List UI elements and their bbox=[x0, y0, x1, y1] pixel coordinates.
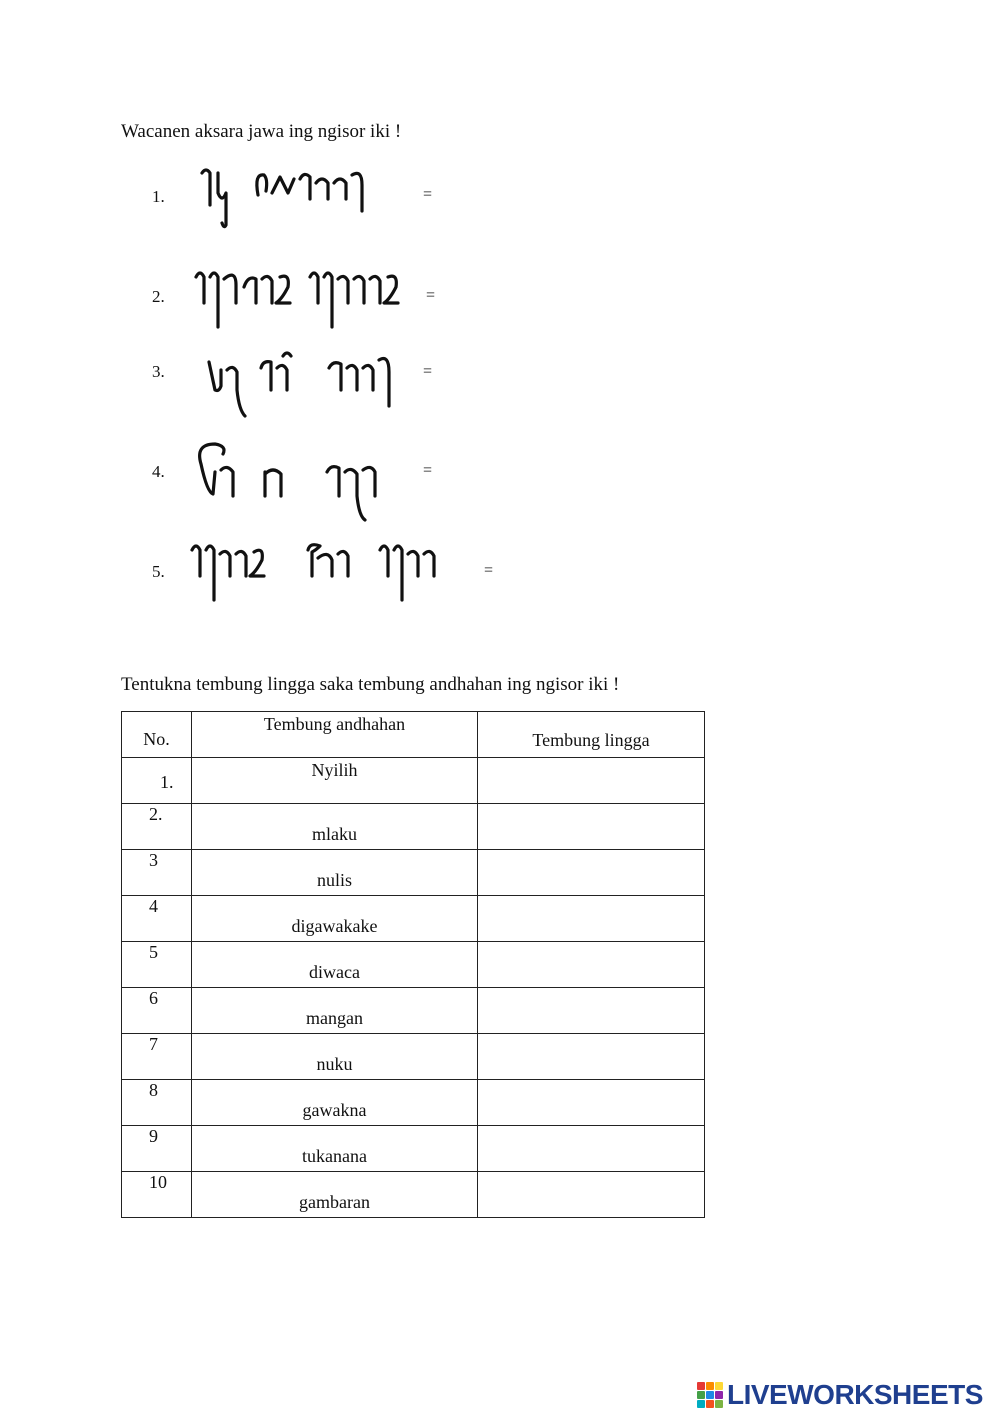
logo-grid-icon bbox=[697, 1382, 723, 1408]
row-lingga-answer[interactable] bbox=[478, 988, 705, 1034]
row-andhahan: Nyilih bbox=[192, 758, 478, 804]
table-row bbox=[122, 896, 705, 942]
row-andhahan: gawakna bbox=[192, 1080, 478, 1126]
row-lingga-answer[interactable] bbox=[478, 942, 705, 988]
row-andhahan: gambaran bbox=[192, 1172, 478, 1218]
item-number: 4. bbox=[152, 462, 165, 481]
row-andhahan: mlaku bbox=[192, 804, 478, 850]
table-row bbox=[122, 942, 705, 988]
row-lingga-answer[interactable] bbox=[478, 1126, 705, 1172]
instruction-find-root-word: Tentukna tembung lingga saka tembung andhahan ing ngisor iki ! bbox=[121, 674, 620, 695]
row-andhahan: digawakake bbox=[192, 896, 478, 942]
table-header-row bbox=[122, 712, 705, 758]
liveworksheets-logo[interactable] bbox=[697, 1380, 983, 1410]
table-row bbox=[122, 988, 705, 1034]
row-lingga-answer[interactable] bbox=[478, 1172, 705, 1218]
table-row bbox=[122, 1034, 705, 1080]
javanese-script-image bbox=[193, 440, 393, 524]
answer-equals: = bbox=[426, 287, 436, 304]
header-lingga: Tembung lingga bbox=[478, 712, 705, 758]
answer-equals: = bbox=[423, 363, 433, 380]
header-andhahan: Tembung andhahan bbox=[192, 712, 478, 758]
row-number: 10 bbox=[122, 1172, 192, 1218]
header-no: No. bbox=[122, 712, 192, 758]
row-lingga-answer[interactable] bbox=[478, 758, 705, 804]
row-andhahan: nulis bbox=[192, 850, 478, 896]
row-number: 5 bbox=[122, 942, 192, 988]
row-lingga-answer[interactable] bbox=[478, 850, 705, 896]
table-row bbox=[122, 804, 705, 850]
row-andhahan: mangan bbox=[192, 988, 478, 1034]
item-number: 3. bbox=[152, 362, 165, 381]
row-number: 7 bbox=[122, 1034, 192, 1080]
row-number: 9 bbox=[122, 1126, 192, 1172]
row-lingga-answer[interactable] bbox=[478, 1080, 705, 1126]
table-row bbox=[122, 1172, 705, 1218]
javanese-script-image bbox=[205, 350, 395, 420]
row-andhahan: diwaca bbox=[192, 942, 478, 988]
javanese-script-image bbox=[188, 538, 458, 608]
row-number: 1. bbox=[122, 758, 192, 804]
word-table bbox=[121, 711, 705, 1218]
answer-equals: = bbox=[423, 186, 433, 203]
row-lingga-answer[interactable] bbox=[478, 1034, 705, 1080]
table-row bbox=[122, 1080, 705, 1126]
answer-equals: = bbox=[484, 562, 494, 579]
row-number: 8 bbox=[122, 1080, 192, 1126]
row-lingga-answer[interactable] bbox=[478, 804, 705, 850]
row-andhahan: nuku bbox=[192, 1034, 478, 1080]
instruction-read-javanese: Wacanen aksara jawa ing ngisor iki ! bbox=[121, 121, 402, 142]
row-number: 3 bbox=[122, 850, 192, 896]
row-lingga-answer[interactable] bbox=[478, 896, 705, 942]
javanese-script-image bbox=[192, 265, 412, 335]
row-number: 6 bbox=[122, 988, 192, 1034]
item-number: 2. bbox=[152, 287, 165, 306]
item-number: 1. bbox=[152, 187, 165, 206]
row-number: 4 bbox=[122, 896, 192, 942]
answer-equals: = bbox=[423, 462, 433, 479]
item-number: 5. bbox=[152, 562, 165, 581]
logo-text: LIVEWORKSHEETS bbox=[727, 1379, 983, 1410]
row-number: 2. bbox=[122, 804, 192, 850]
table-row bbox=[122, 850, 705, 896]
javanese-script-image bbox=[196, 165, 376, 229]
table-row bbox=[122, 1126, 705, 1172]
row-andhahan: tukanana bbox=[192, 1126, 478, 1172]
table-row bbox=[122, 758, 705, 804]
